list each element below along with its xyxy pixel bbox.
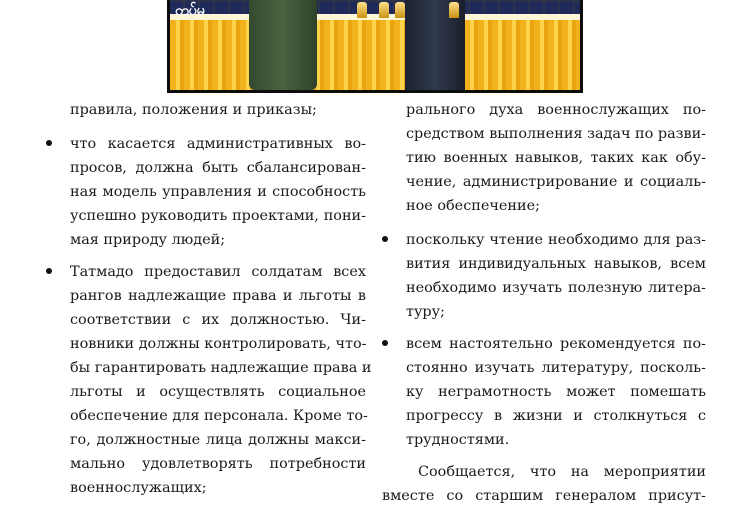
body-paragraph bbox=[382, 460, 706, 508]
text-line: всем настоятельно рекомендуется по- bbox=[406, 336, 706, 352]
text-line: вития индивидуальных навыков, всем bbox=[406, 256, 706, 272]
text-line: бы гарантировать надлежащие права и bbox=[70, 360, 372, 376]
bullet-item bbox=[382, 228, 706, 324]
text-line: средством выполнения задач по разви- bbox=[406, 126, 707, 142]
text-line: трудностями. bbox=[406, 432, 510, 448]
text-line: ное обеспечение; bbox=[406, 198, 540, 214]
text-line: просов, должна быть сбалансирован- bbox=[70, 160, 366, 176]
bullet-icon bbox=[46, 268, 52, 274]
text-line: мально удовлетворять потребности bbox=[70, 456, 366, 472]
text-line: чение, администрирование и социаль- bbox=[406, 174, 706, 190]
text-line: тию военных навыков, таких как обу- bbox=[406, 150, 706, 166]
text-line: поскольку чтение необходимо для раз- bbox=[406, 232, 706, 248]
text-line: льготы и осуществлять социальное bbox=[70, 384, 366, 400]
text-line: го, должностные лица должны макси- bbox=[70, 432, 366, 448]
text-line: туру; bbox=[406, 304, 445, 320]
continued-text bbox=[46, 98, 366, 122]
text-line: прогрессу в жизни и столкнуться с bbox=[406, 408, 706, 424]
photo-trophy bbox=[379, 2, 389, 18]
right-column bbox=[382, 98, 706, 508]
text-line: ку неграмотность может помешать bbox=[406, 384, 706, 400]
photo-table-top bbox=[170, 14, 580, 20]
article-photo bbox=[167, 0, 583, 93]
text-line: военнослужащих; bbox=[70, 480, 207, 496]
text-line: успешно руководить проектами, пони- bbox=[70, 208, 366, 224]
photo-trophy bbox=[395, 2, 405, 18]
photo-person-left bbox=[249, 0, 317, 90]
photo-table-cloth bbox=[170, 18, 580, 90]
bullet-item bbox=[46, 260, 372, 500]
photo-backdrop-text: တပ်မ bbox=[175, 3, 205, 19]
bullet-icon bbox=[382, 340, 388, 346]
text-line: правила, положения и приказы; bbox=[70, 102, 317, 118]
bullet-icon bbox=[382, 236, 388, 242]
text-line: обеспечение для персонала. Кроме то- bbox=[70, 408, 368, 424]
bullet-item bbox=[46, 132, 366, 252]
text-line: Сообщается, что на мероприятии bbox=[418, 464, 706, 480]
text-line: вместе со старшим генералом присут- bbox=[382, 488, 706, 504]
text-line: ная модель управления и способность bbox=[70, 184, 366, 200]
bullet-icon bbox=[46, 140, 52, 146]
text-line: рального духа военнослужащих по- bbox=[406, 102, 706, 118]
photo-trophy bbox=[449, 2, 459, 18]
text-line: стоянно изучать литературу, посколь- bbox=[406, 360, 706, 376]
left-column bbox=[46, 98, 372, 508]
text-line: соответствии с их должностью. Чи- bbox=[70, 312, 366, 328]
text-line: мая природу людей; bbox=[70, 232, 226, 248]
bullet-item bbox=[382, 332, 706, 452]
text-line: необходимо изучать полезную литера- bbox=[406, 280, 706, 296]
text-line: что касается административных во- bbox=[70, 136, 366, 152]
text-line: рангов надлежащие права и льготы в bbox=[70, 288, 366, 304]
text-line: новники должны контролировать, что- bbox=[70, 336, 367, 352]
continued-text bbox=[382, 98, 706, 218]
photo-trophy bbox=[357, 2, 367, 18]
text-line: Татмадо предоставил солдатам всех bbox=[70, 264, 366, 280]
